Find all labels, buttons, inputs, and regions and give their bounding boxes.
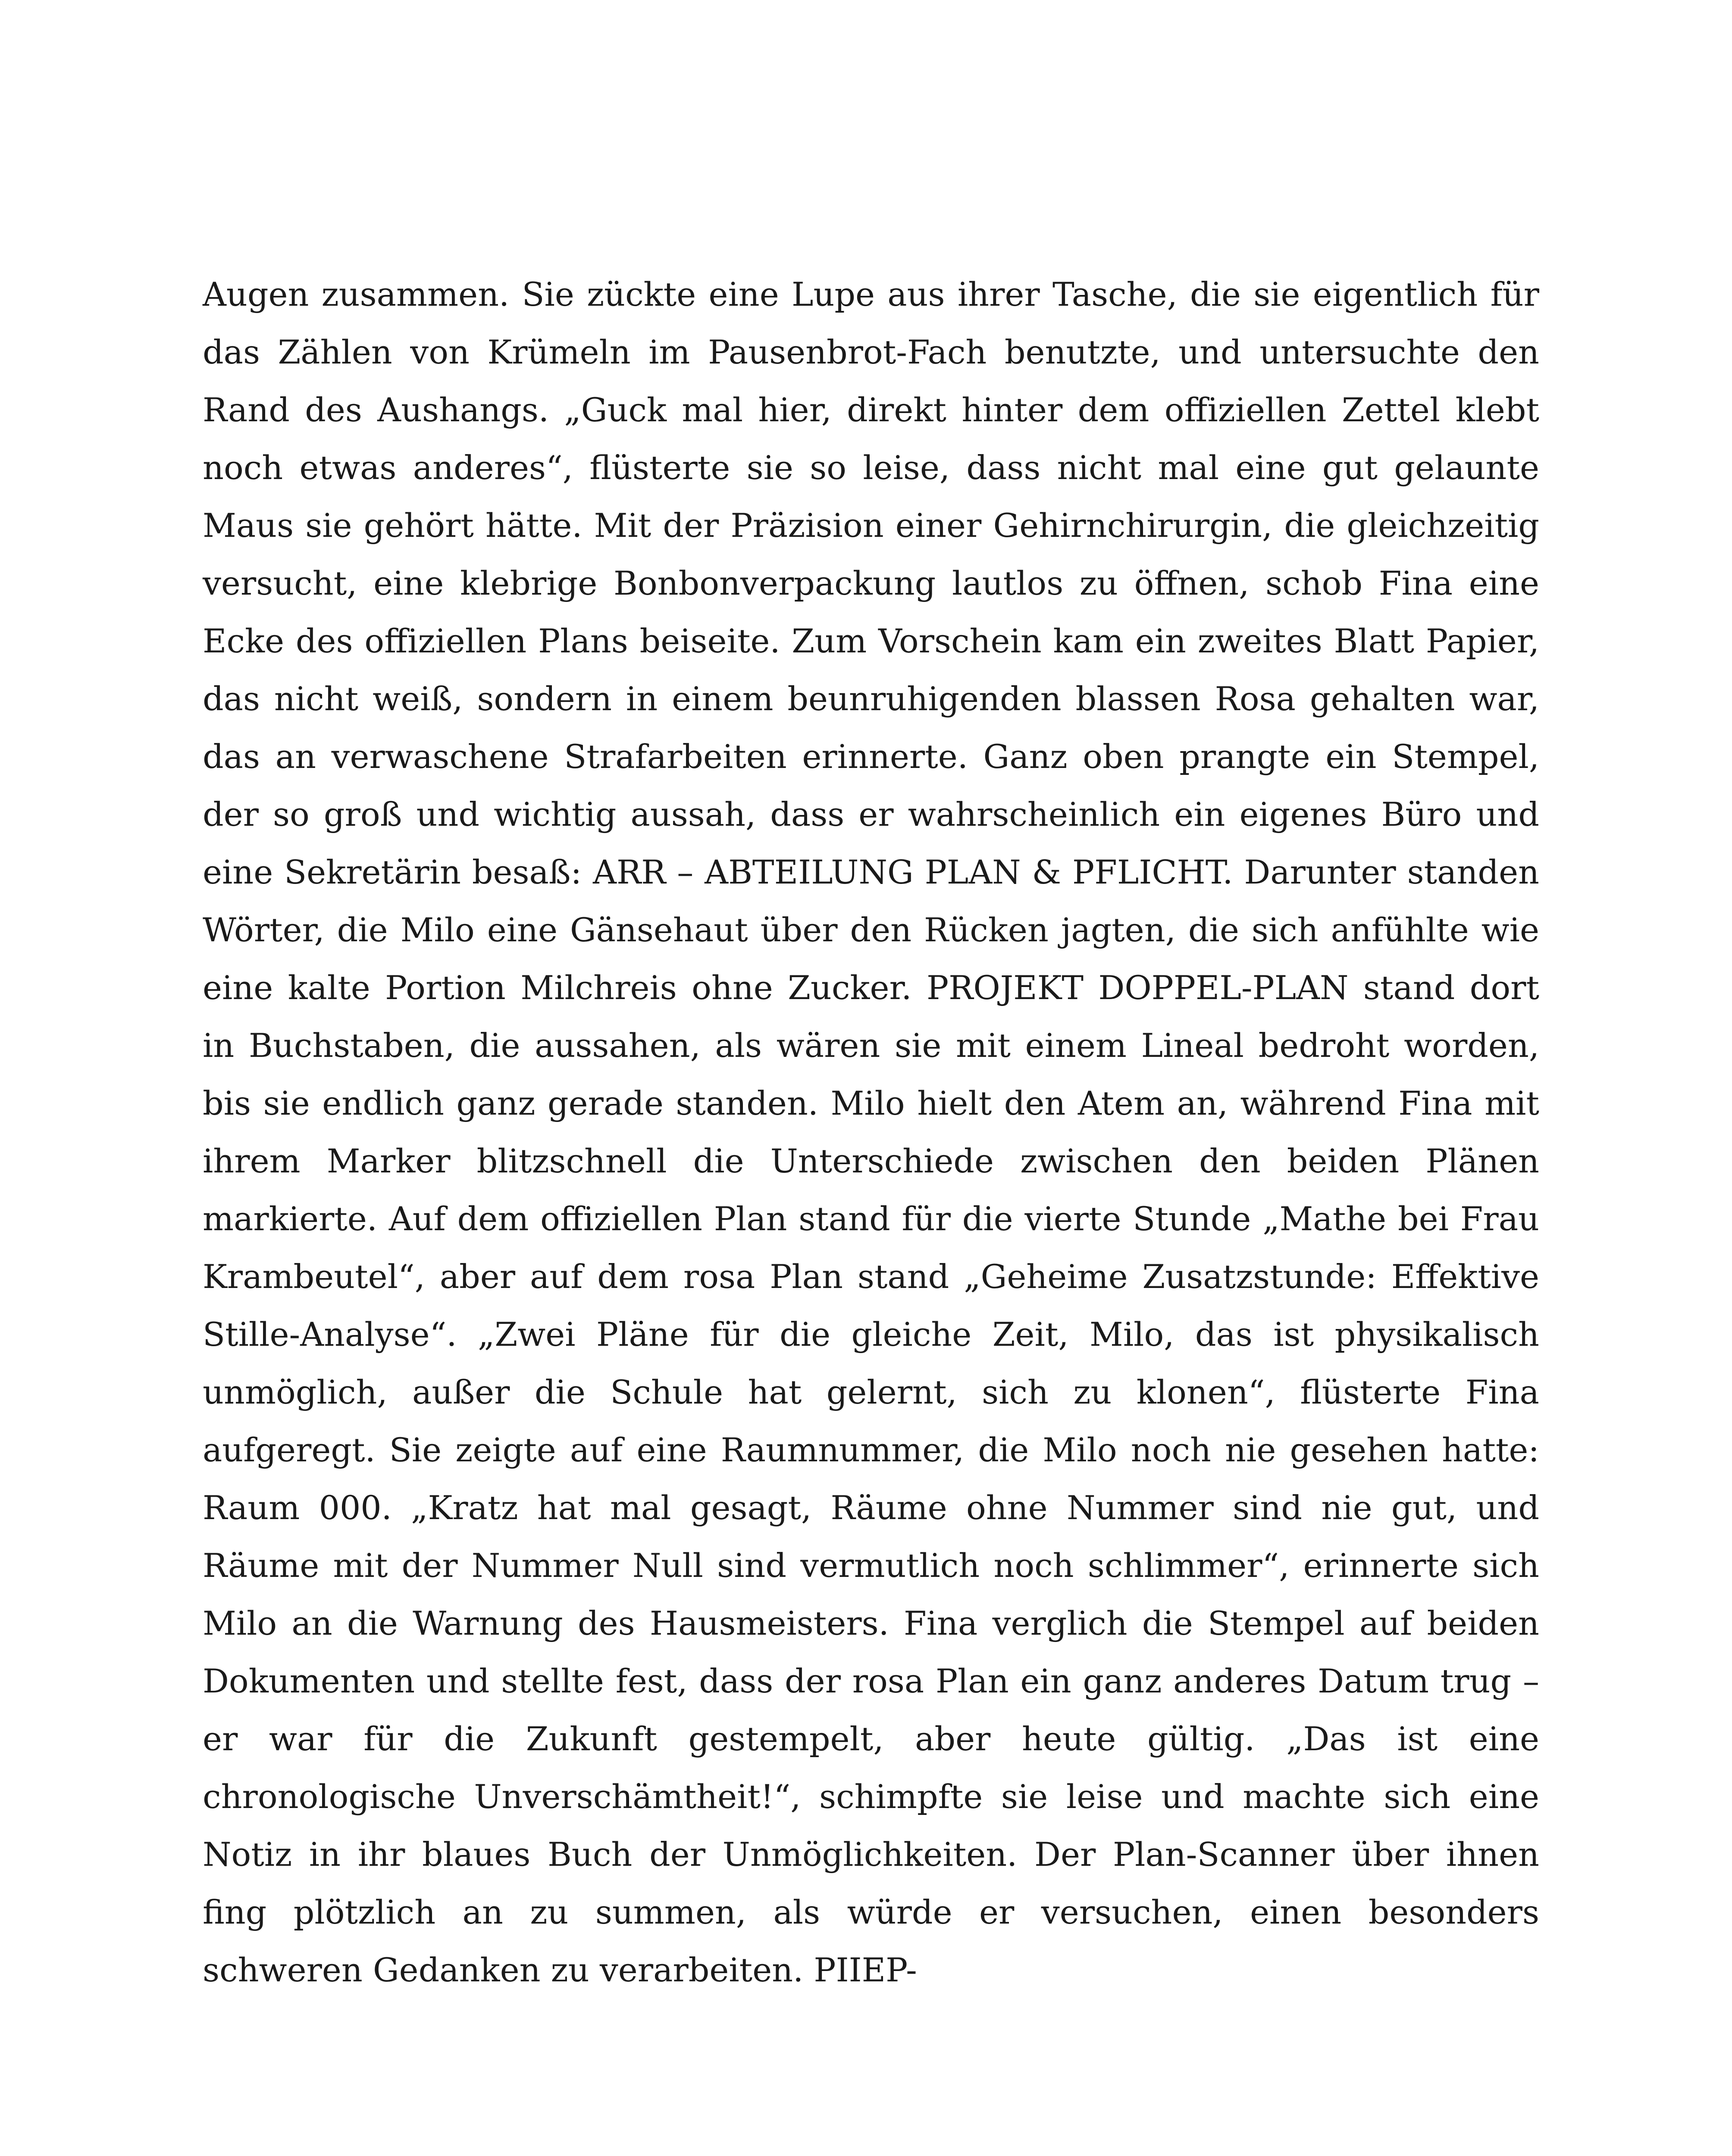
body-text [203, 266, 1539, 1999]
paragraph: Augen zusammen. Sie zückte eine Lupe aus ihrer Tasche, die sie eigentlich für das Zählen von Krümeln im Pausenbrot-Fach benutzte, und untersuchte den Rand des Aushangs. „Guck mal hier, direkt hinter dem offiziellen Zettel klebt noch etwas anderes“, flüsterte sie so leise, dass nicht mal eine gut gelaunte Maus sie gehört hätte. Mit der Präzision einer Gehirnchirurgin, die gleichzeitig versucht, eine klebrige Bonbonverpackung lautlos zu öffnen, schob Fina eine Ecke des offiziellen Plans beiseite. Zum Vorschein kam ein zweites Blatt Papier, das nicht weiß, sondern in einem beunruhigenden blassen Rosa gehalten war, das an verwaschene Strafarbeiten erinnerte. Ganz oben prangte ein Stempel, der so groß und wichtig aussah, dass er wahrscheinlich ein eigenes Büro und eine Sekretärin besaß: ARR – ABTEILUNG PLAN & PFLICHT. Darunter standen Wörter, die Milo eine Gänsehaut über den Rücken jagten, die sich anfühlte wie eine kalte Portion Milchreis ohne Zucker. PROJEKT DOPPEL-PLAN stand dort in Buchstaben, die aussahen, als wären sie mit einem Lineal bedroht worden, bis sie endlich ganz gerade standen. Milo hielt den Atem an, während Fina mit ihrem Marker blitzschnell die Unterschiede zwischen den beiden Plänen markierte. Auf dem offiziellen Plan stand für die vierte Stunde „Mathe bei Frau Krambeutel“, aber auf dem rosa Plan stand „Geheime Zusatzstunde: Effektive Stille-Analyse“. „Zwei Pläne für die gleiche Zeit, Milo, das ist physikalisch unmöglich, außer die Schule hat gelernt, sich zu klonen“, flüsterte Fina aufgeregt. Sie zeigte auf eine Raumnummer, die Milo noch nie gesehen hatte: Raum 000. „Kratz hat mal gesagt, Räume ohne Nummer sind nie gut, und Räume mit der Nummer Null sind vermutlich noch schlimmer“, erinnerte sich Milo an die Warnung des Hausmeisters. Fina verglich die Stempel auf beiden Dokumenten und stellte fest, dass der rosa Plan ein ganz anderes Datum trug – er war für die Zukunft gestempelt, aber heute gültig. „Das ist eine chronologische Unverschämtheit!“, schimpfte sie leise und machte sich eine Notiz in ihr blaues Buch der Unmöglichkeiten. Der Plan-Scanner über ihnen fing plötzlich an zu summen, als würde er versuchen, einen besonders schweren Gedanken zu verarbeiten. PIIEP- [203, 275, 1539, 1989]
